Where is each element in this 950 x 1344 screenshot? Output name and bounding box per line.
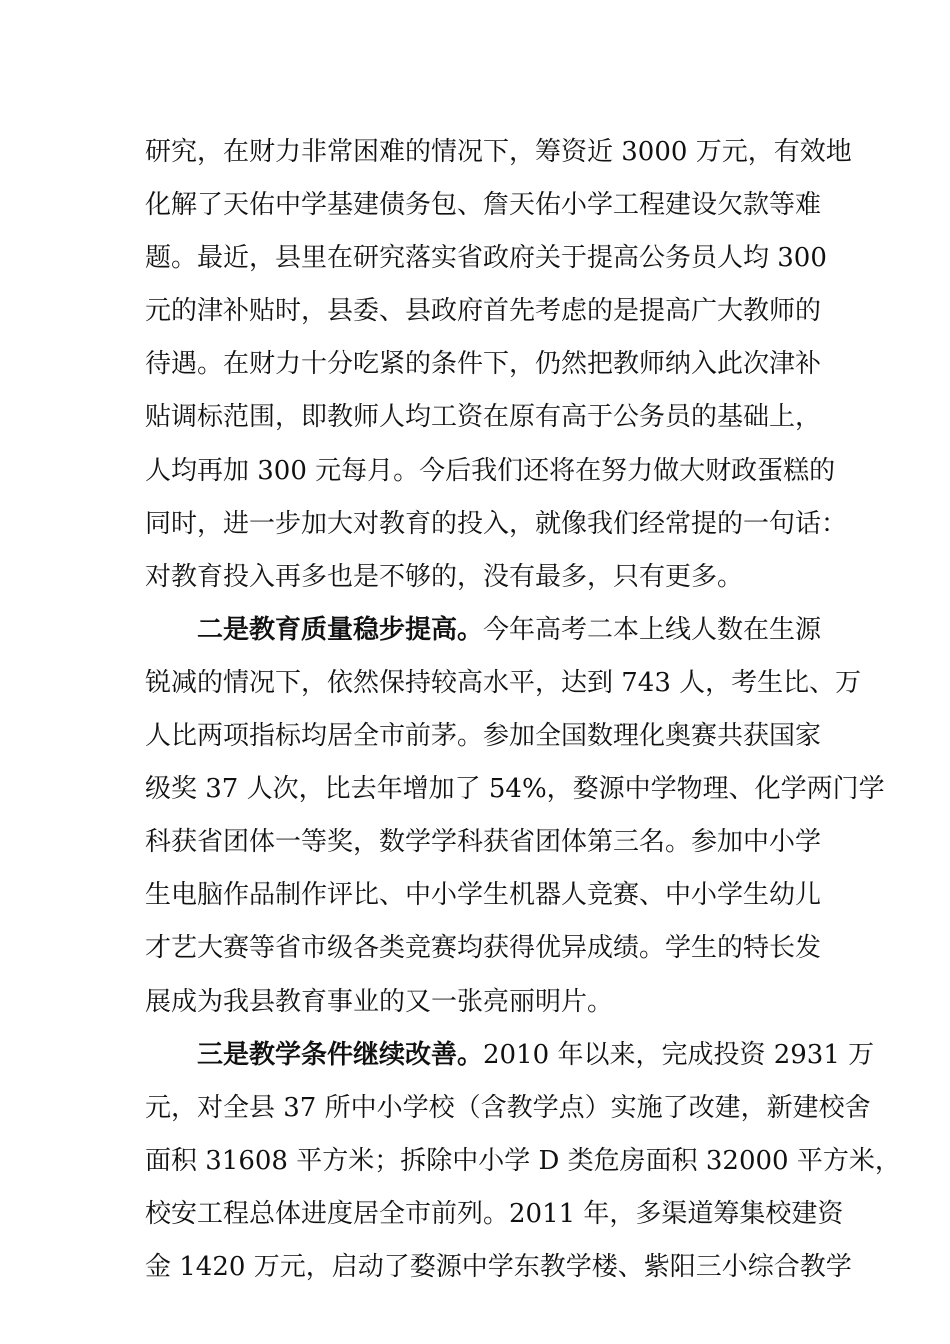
text-line: 贴调标范围，即教师人均工资在原有高于公务员的基础上， (145, 402, 822, 433)
text-run: 今年高考二本上线人数在生源 (483, 614, 822, 645)
text-line: 待遇。在财力十分吃紧的条件下，仍然把教师纳入此次津补 (145, 349, 822, 380)
paragraph-first-line (145, 1029, 875, 1082)
paragraph-first-line (145, 604, 822, 657)
text-line: 元的津补贴时，县委、县政府首先考虑的是提高广大教师的 (145, 296, 822, 327)
text-line: 面积 31608 平方米；拆除中小学 D 类危房面积 32000 平方米， (145, 1145, 901, 1176)
text-line: 研究，在财力非常困难的情况下，筹资近 3000 万元，有效地 (145, 137, 852, 167)
text-line: 科获省团体一等奖，数学学科获省团体第三名。参加中小学 (145, 827, 822, 858)
text-line: 生电脑作品制作评比、中小学生机器人竞赛、中小学生幼儿 (145, 880, 822, 911)
text-line: 校安工程总体进度居全市前列。2011 年，多渠道筹集校建资 (145, 1198, 844, 1229)
text-line: 同时，进一步加大对教育的投入，就像我们经常提的一句话： (145, 508, 848, 539)
text-line: 级奖 37 人次，比去年增加了 54%，婺源中学物理、化学两门学 (145, 774, 885, 805)
body-text (145, 126, 901, 1294)
text-line: 人均再加 300 元每月。今后我们还将在努力做大财政蛋糕的 (145, 455, 836, 486)
text-line: 元，对全县 37 所中小学校（含教学点）实施了改建，新建校舍 (145, 1092, 871, 1123)
text-line: 题。最近，县里在研究落实省政府关于提高公务员人均 300 (145, 243, 827, 274)
text-run: 2010 年以来，完成投资 2931 万 (483, 1039, 875, 1070)
text-line: 锐减的情况下，依然保持较高水平，达到 743 人，考生比、万 (145, 667, 862, 698)
text-line: 对教育投入再多也是不够的，没有最多，只有更多。 (145, 561, 744, 592)
text-line: 才艺大赛等省市级各类竞赛均获得优异成绩。学生的特长发 (145, 933, 822, 964)
text-line: 金 1420 万元，启动了婺源中学东教学楼、紫阳三小综合教学 (145, 1251, 852, 1282)
section-heading: 二是教育质量稳步提高。 (197, 614, 484, 645)
text-line: 展成为我县教育事业的又一张亮丽明片。 (145, 986, 614, 1017)
text-line: 人比两项指标均居全市前茅。参加全国数理化奥赛共获国家 (145, 721, 822, 752)
text-line: 化解了天佑中学基建债务包、詹天佑小学工程建设欠款等难 (145, 190, 822, 221)
section-heading: 三是教学条件继续改善。 (197, 1039, 484, 1070)
